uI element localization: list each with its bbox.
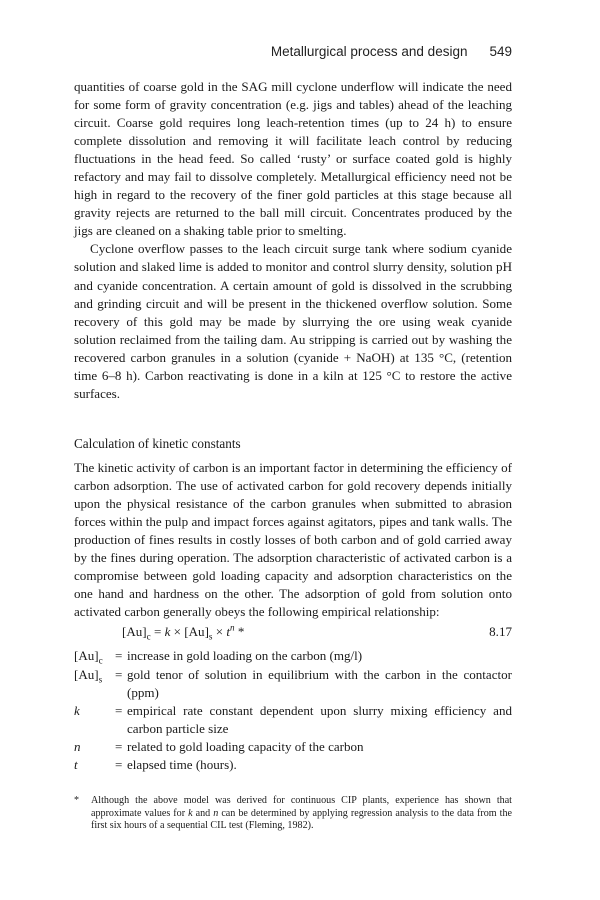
definition-text: related to gold loading capacity of the carbon — [127, 738, 364, 754]
footnote-text-c: can be determined by applying regression analysis to the data from the first six hours of a sequential CIL test (Fleming, 1982). — [91, 807, 513, 832]
definition-equals: = — [115, 702, 123, 718]
symbol-base: n — [74, 738, 81, 754]
definition-symbol — [74, 756, 115, 774]
footnote — [74, 795, 512, 833]
definition-text: empirical rate constant dependent upon slurry mixing efficiency and carbon particle size — [127, 702, 512, 736]
symbol-base: [Au] — [74, 666, 99, 682]
page-content — [74, 78, 512, 833]
running-title: Metallurgical process and design — [270, 44, 468, 59]
definition-equals: = — [115, 666, 123, 682]
definition-symbol — [74, 738, 115, 756]
definition-symbol — [74, 647, 115, 665]
definition-row — [74, 738, 512, 756]
eq-au-s: [Au] — [184, 624, 209, 640]
footnote-marker: * — [74, 794, 80, 806]
symbol-base: t — [74, 756, 78, 772]
definition-row — [74, 702, 512, 738]
paragraph-kinetic-activity: The kinetic activity of carbon is an important factor in determining the efficiency of carbon adsorption. The use of activated carbon for gold recovery depends initially upon the physical resistance of the carbon granules when submitted to abrasion forces within the pulp and impact forces against agitators, pipes and tank walls. The production of fines results in costly losses of both carbon and of gold carried away by the fines during operation. The adsorption characteristic of activated carbon is a compromise between gold loading capacity and adsorption characteristics on the one hand and hardness on the other. The adsorption of gold from solution onto activated carbon generally obeys the following empirical relationship: — [74, 459, 512, 619]
definition-equals: = — [115, 738, 123, 754]
equation-number: 8.17 — [489, 624, 512, 640]
running-header — [271, 44, 512, 59]
paragraph-cyclone-overflow: Cyclone overflow passes to the leach circuit surge tank where sodium cyanide solution and slaked lime is added to monitor and control slurry density, solution pH and cyanide concentration. A certain amount of gold is dissolved in the scrubbing and grinding circuit and will be present in the thickened overflow solution. Some recovery of this gold may be made by slurrying the ore using weak cyanide solution reclaimed from the tailing dam. Au stripping is carried out by washing the recovered carbon granules in a solution (cyanide + NaOH) at 135 °C, (retention time 6–8 h). Carbon reactivating is done in a kiln at 125 °C to restore the active surfaces. — [74, 241, 512, 401]
symbol-sub: c — [98, 656, 103, 667]
definition-text: gold tenor of solution in equilibrium with the carbon in the contactor (ppm) — [127, 666, 512, 700]
equation-expression — [122, 623, 244, 641]
page-number: 549 — [489, 44, 512, 59]
definition-symbol — [74, 666, 115, 702]
definition-equals: = — [115, 756, 123, 772]
eq-footnote-marker: * — [234, 624, 245, 640]
footnote-k: k — [188, 807, 193, 819]
eq-times-2: × — [212, 624, 227, 640]
definition-row — [74, 647, 512, 665]
section-heading: Calculation of kinetic constants — [74, 435, 241, 451]
definition-equals: = — [115, 648, 123, 664]
paragraph-coarse-gold: quantities of coarse gold in the SAG mill cyclone underflow will indicate the need for some form of gravity concentration (e.g. jigs and tables) ahead of the leaching circuit. Coarse gold requires long leach-retention times (up to 24 h) to ensure complete dissolution and removing it will facilitate leach control by reducing fluctuations in the head feed. So called ‘rusty’ or surface coated gold is highly refactory and may fail to dissolve completely. Metallurgical efficiency need not be high in regard to the recovery of the finer gold particles at this stage because all gravity rejects are returned to the ball mill circuit. Concentrates produced by the jigs are cleaned on a shaking table prior to smelting. — [74, 79, 512, 239]
symbol-base: k — [74, 702, 80, 718]
footnote-n: n — [213, 807, 219, 819]
definition-text: elapsed time (hours). — [127, 756, 237, 772]
equation-8-17 — [74, 623, 512, 643]
definitions-list — [74, 647, 512, 773]
footnote-text-a: Although the above model was derived for continuous CIP plants, experience has shown that approximate values for — [91, 794, 512, 819]
footnote-text — [91, 795, 512, 833]
eq-times-1: × — [170, 624, 185, 640]
eq-lhs-sub: c — [146, 632, 151, 643]
eq-lhs: [Au] — [122, 624, 147, 640]
symbol-base: [Au] — [74, 648, 99, 664]
eq-au-s-sub: s — [208, 632, 213, 643]
eq-t-exponent: n — [230, 623, 235, 634]
definition-row — [74, 666, 512, 702]
footnote-text-b: and — [192, 807, 214, 819]
eq-equals: = — [150, 624, 165, 640]
symbol-sub: s — [98, 674, 103, 685]
eq-t: t — [226, 624, 230, 640]
eq-k: k — [164, 624, 171, 640]
definition-symbol — [74, 702, 115, 738]
definition-row — [74, 756, 512, 774]
definition-text: increase in gold loading on the carbon (mg/l) — [127, 648, 363, 664]
